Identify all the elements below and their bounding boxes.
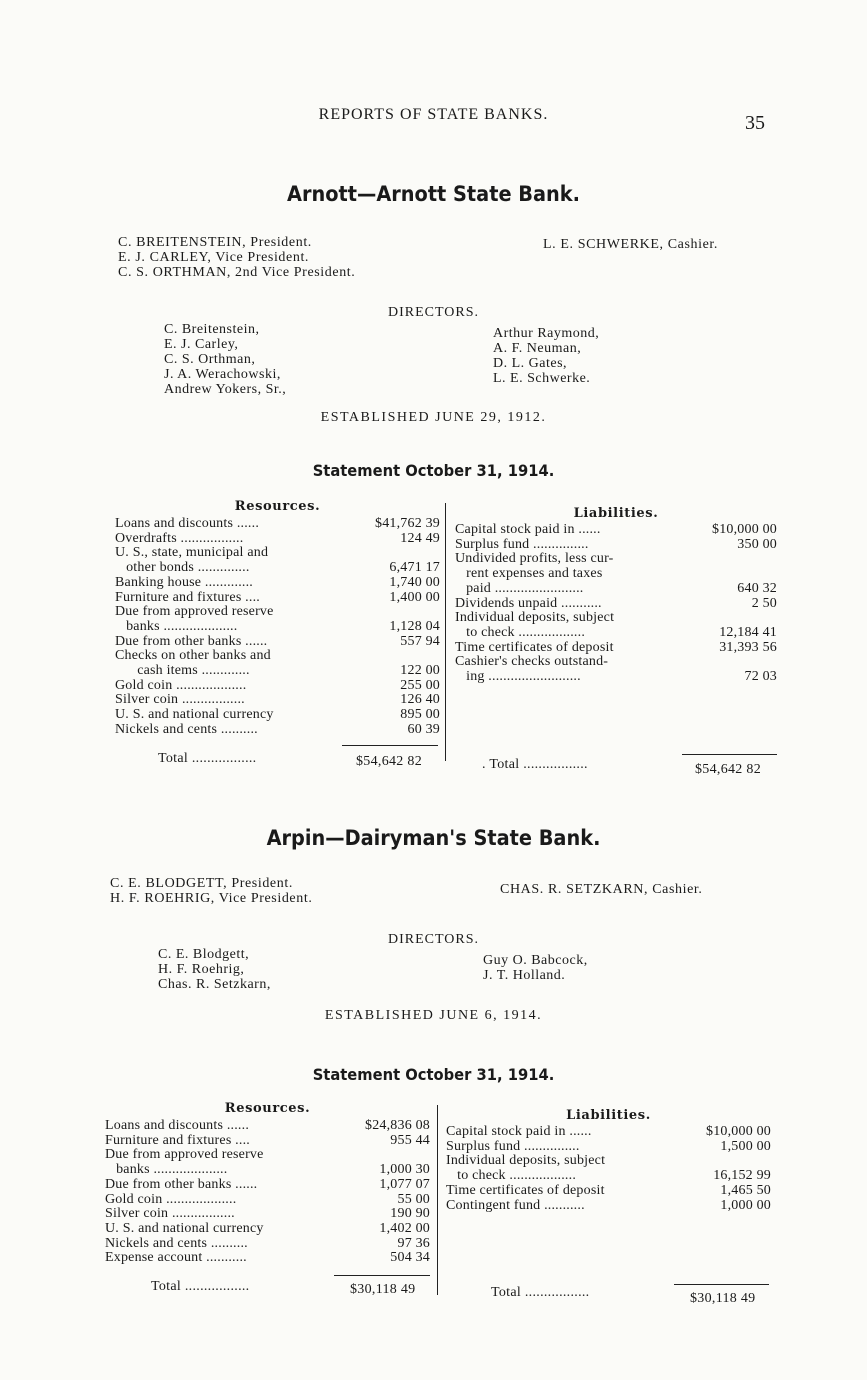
- table-row: Due from other banks ...... 1,077 07: [105, 1176, 430, 1192]
- resources-heading: Resources.: [224, 1101, 311, 1116]
- total-rule: [334, 1275, 430, 1276]
- director: Guy O. Babcock,: [483, 953, 588, 968]
- table-row: Due from other banks ...... 557 94: [115, 633, 440, 649]
- table-row: Due from approved reserve: [115, 604, 274, 620]
- officer-second-vice-president: C. S. ORTHMAN, 2nd Vice President.: [118, 265, 356, 280]
- table-row: other bonds .............. 6,471 17: [115, 560, 440, 576]
- table-row: Capital stock paid in ...... $10,000 00: [455, 522, 777, 537]
- resources-total-value: $54,642 82: [356, 754, 422, 769]
- liabilities-heading: Liabilities.: [566, 1108, 651, 1123]
- table-row: Silver coin ................. 190 90: [105, 1206, 430, 1222]
- statement-heading: Statement October 31, 1914.: [312, 461, 555, 480]
- liabilities-table: [446, 1125, 771, 1213]
- officer-president: C. BREITENSTEIN, President.: [118, 235, 312, 250]
- director: Chas. R. Setzkarn,: [158, 977, 271, 992]
- liabilities-table: [455, 523, 777, 685]
- table-row: Undivided profits, less cur-: [455, 551, 614, 567]
- table-row: Gold coin ................... 255 00: [115, 677, 440, 693]
- column-divider: [437, 1105, 438, 1295]
- table-row: U. S., state, municipal and: [115, 545, 269, 561]
- table-row: cash items ............. 122 00: [115, 663, 440, 679]
- table-row: Loans and discounts ...... $24,836 08: [105, 1118, 430, 1133]
- officer-president: C. E. BLODGETT, President.: [110, 876, 293, 891]
- table-row: to check .................. 12,184 41: [455, 624, 777, 640]
- officer-vice-president: E. J. CARLEY, Vice President.: [118, 250, 310, 265]
- table-row: U. S. and national currency 895 00: [115, 707, 440, 723]
- table-row: U. S. and national currency 1,402 00: [105, 1220, 430, 1236]
- table-row: Individual deposits, subject: [446, 1153, 606, 1169]
- running-head: REPORTS OF STATE BANKS.: [318, 106, 549, 123]
- table-row: paid ........................ 640 32: [455, 580, 777, 596]
- resources-total-label: Total .................: [158, 751, 257, 766]
- liabilities-total-label: . Total .................: [482, 757, 588, 772]
- liabilities-total-value: $30,118 49: [690, 1291, 756, 1306]
- director: C. Breitenstein,: [164, 322, 260, 337]
- table-row: Silver coin ................. 126 40: [115, 692, 440, 708]
- table-row: ing ......................... 72 03: [455, 669, 777, 685]
- table-row: Banking house ............. 1,740 00: [115, 574, 440, 590]
- director: Arthur Raymond,: [493, 326, 600, 341]
- table-row: Overdrafts ................. 124 49: [115, 530, 440, 546]
- total-rule: [342, 745, 438, 746]
- officer-vice-president: H. F. ROEHRIG, Vice President.: [110, 891, 313, 906]
- table-row: Nickels and cents .......... 97 36: [105, 1235, 430, 1251]
- bank-title: Arnott—Arnott State Bank.: [287, 182, 580, 206]
- director: H. F. Roehrig,: [158, 962, 245, 977]
- table-row: banks .................... 1,128 04: [115, 618, 440, 634]
- page-number: 35: [745, 112, 765, 134]
- directors-heading: DIRECTORS.: [387, 305, 480, 320]
- liabilities-total-value: $54,642 82: [695, 762, 761, 777]
- column-divider: [445, 503, 446, 761]
- resources-table: [115, 517, 440, 738]
- director: Andrew Yokers, Sr.,: [164, 382, 287, 397]
- table-row: Surplus fund ............... 1,500 00: [446, 1138, 771, 1154]
- table-row: Dividends unpaid ........... 2 50: [455, 595, 777, 611]
- table-row: Nickels and cents .......... 60 39: [115, 721, 440, 737]
- table-row: Loans and discounts ...... $41,762 39: [115, 516, 440, 531]
- table-row: Individual deposits, subject: [455, 610, 615, 626]
- liabilities-heading: Liabilities.: [573, 506, 659, 521]
- directors-right: [493, 326, 599, 386]
- resources-heading: Resources.: [234, 499, 321, 514]
- resources-table: [105, 1119, 430, 1266]
- director: E. J. Carley,: [164, 337, 239, 352]
- table-row: Contingent fund ........... 1,000 00: [446, 1197, 771, 1213]
- officer-cashier: L. E. SCHWERKE, Cashier.: [543, 237, 718, 252]
- liabilities-total-label: Total .................: [491, 1285, 590, 1300]
- resources-total-label: Total .................: [151, 1279, 250, 1294]
- table-row: Gold coin ................... 55 00: [105, 1191, 430, 1207]
- directors-heading: DIRECTORS.: [387, 932, 480, 947]
- table-row: to check .................. 16,152 99: [446, 1168, 771, 1184]
- directors-left: [164, 322, 286, 397]
- total-rule: [682, 754, 777, 755]
- director: D. L. Gates,: [493, 356, 568, 371]
- table-row: Surplus fund ............... 350 00: [455, 536, 777, 552]
- established-date: ESTABLISHED JUNE 29, 1912.: [320, 410, 547, 425]
- director: J. T. Holland.: [483, 968, 566, 983]
- table-row: Furniture and fixtures .... 955 44: [105, 1132, 430, 1148]
- director: L. E. Schwerke.: [493, 371, 591, 386]
- directors-right: [483, 953, 588, 983]
- resources-total-value: $30,118 49: [350, 1282, 416, 1297]
- director: J. A. Werachowski,: [164, 367, 281, 382]
- table-row: Expense account ........... 504 34: [105, 1250, 430, 1266]
- officers-left: [118, 235, 355, 280]
- officer-cashier: CHAS. R. SETZKARN, Cashier.: [500, 882, 703, 897]
- total-rule: [674, 1284, 769, 1285]
- director: C. E. Blodgett,: [158, 947, 250, 962]
- director: A. F. Neuman,: [493, 341, 582, 356]
- table-row: Capital stock paid in ...... $10,000 00: [446, 1124, 771, 1139]
- table-row: Time certificates of deposit 1,465 50: [446, 1182, 771, 1198]
- table-row: Time certificates of deposit 31,393 56: [455, 639, 777, 655]
- directors-left: [158, 947, 271, 992]
- director: C. S. Orthman,: [164, 352, 256, 367]
- established-date: ESTABLISHED JUNE 6, 1914.: [324, 1008, 543, 1023]
- bank-title: Arpin—Dairyman's State Bank.: [266, 826, 601, 850]
- statement-heading: Statement October 31, 1914.: [312, 1065, 555, 1084]
- table-row: rent expenses and taxes: [455, 566, 603, 582]
- table-row: banks .................... 1,000 30: [105, 1162, 430, 1178]
- table-row: Due from approved reserve: [105, 1147, 264, 1163]
- officers-left: [110, 876, 312, 906]
- table-row: Furniture and fixtures .... 1,400 00: [115, 589, 440, 605]
- table-row: Cashier's checks outstand-: [455, 654, 609, 670]
- table-row: Checks on other banks and: [115, 648, 271, 664]
